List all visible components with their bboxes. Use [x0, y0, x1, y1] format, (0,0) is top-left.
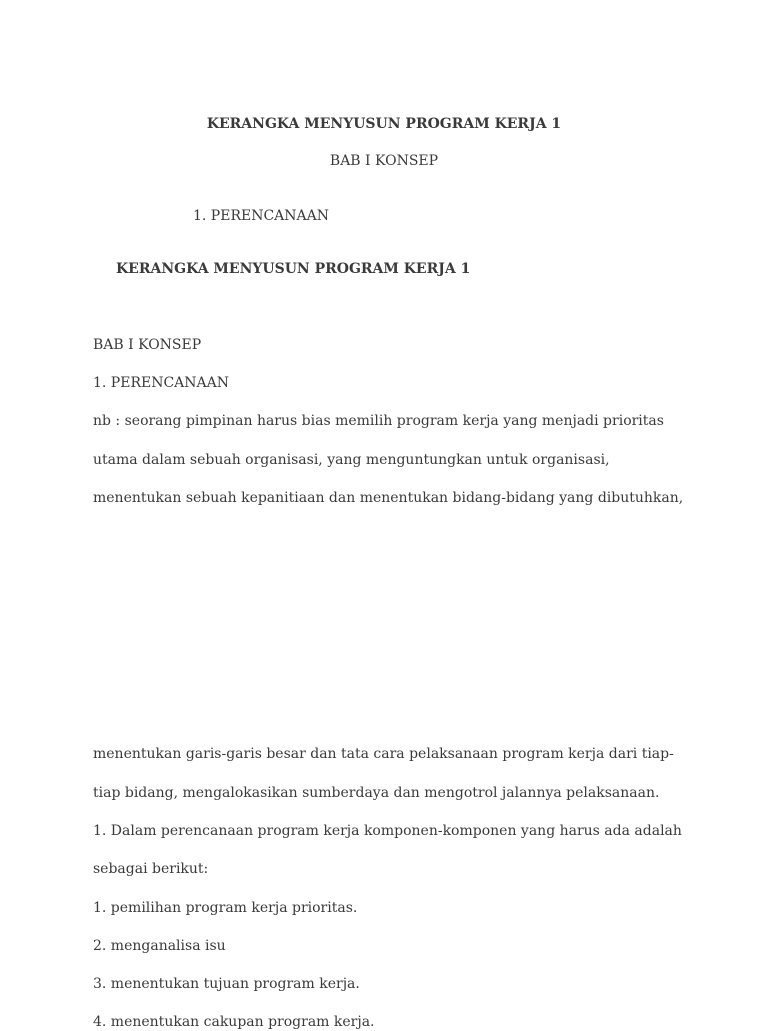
section-heading: 1. PERENCANAAN	[193, 208, 330, 224]
repeat-chapter: BAB I KONSEP	[93, 337, 202, 353]
repeat-title: KERANGKA MENYUSUN PROGRAM KERJA 1	[116, 261, 471, 277]
body-line: menentukan garis-garis besar dan tata cara pelaksanaan program kerja dari tiap-	[93, 746, 674, 762]
body-line: 1. Dalam perencanaan program kerja komponen-komponen yang harus ada adalah	[93, 823, 682, 839]
body-line: nb : seorang pimpinan harus bias memilih program kerja yang menjadi prioritas	[93, 413, 664, 429]
body-line: tiap bidang, mengalokasikan sumberdaya dan mengotrol jalannya pelaksanaan.	[93, 785, 660, 801]
list-item: 3. menentukan tujuan program kerja.	[93, 976, 360, 992]
list-item: 1. pemilihan program kerja prioritas.	[93, 900, 358, 916]
list-item: 2. menganalisa isu	[93, 938, 226, 954]
body-line: menentukan sebuah kepanitiaan dan menentukan bidang-bidang yang dibutuhkan,	[93, 490, 684, 506]
document-title: KERANGKA MENYUSUN PROGRAM KERJA 1	[206, 116, 562, 132]
chapter-heading: BAB I KONSEP	[329, 153, 439, 169]
body-line: utama dalam sebuah organisasi, yang menguntungkan untuk organisasi,	[93, 452, 610, 468]
repeat-section: 1. PERENCANAAN	[93, 375, 230, 391]
body-line: sebagai berikut:	[93, 861, 209, 877]
list-item: 4. menentukan cakupan program kerja.	[93, 1014, 375, 1030]
